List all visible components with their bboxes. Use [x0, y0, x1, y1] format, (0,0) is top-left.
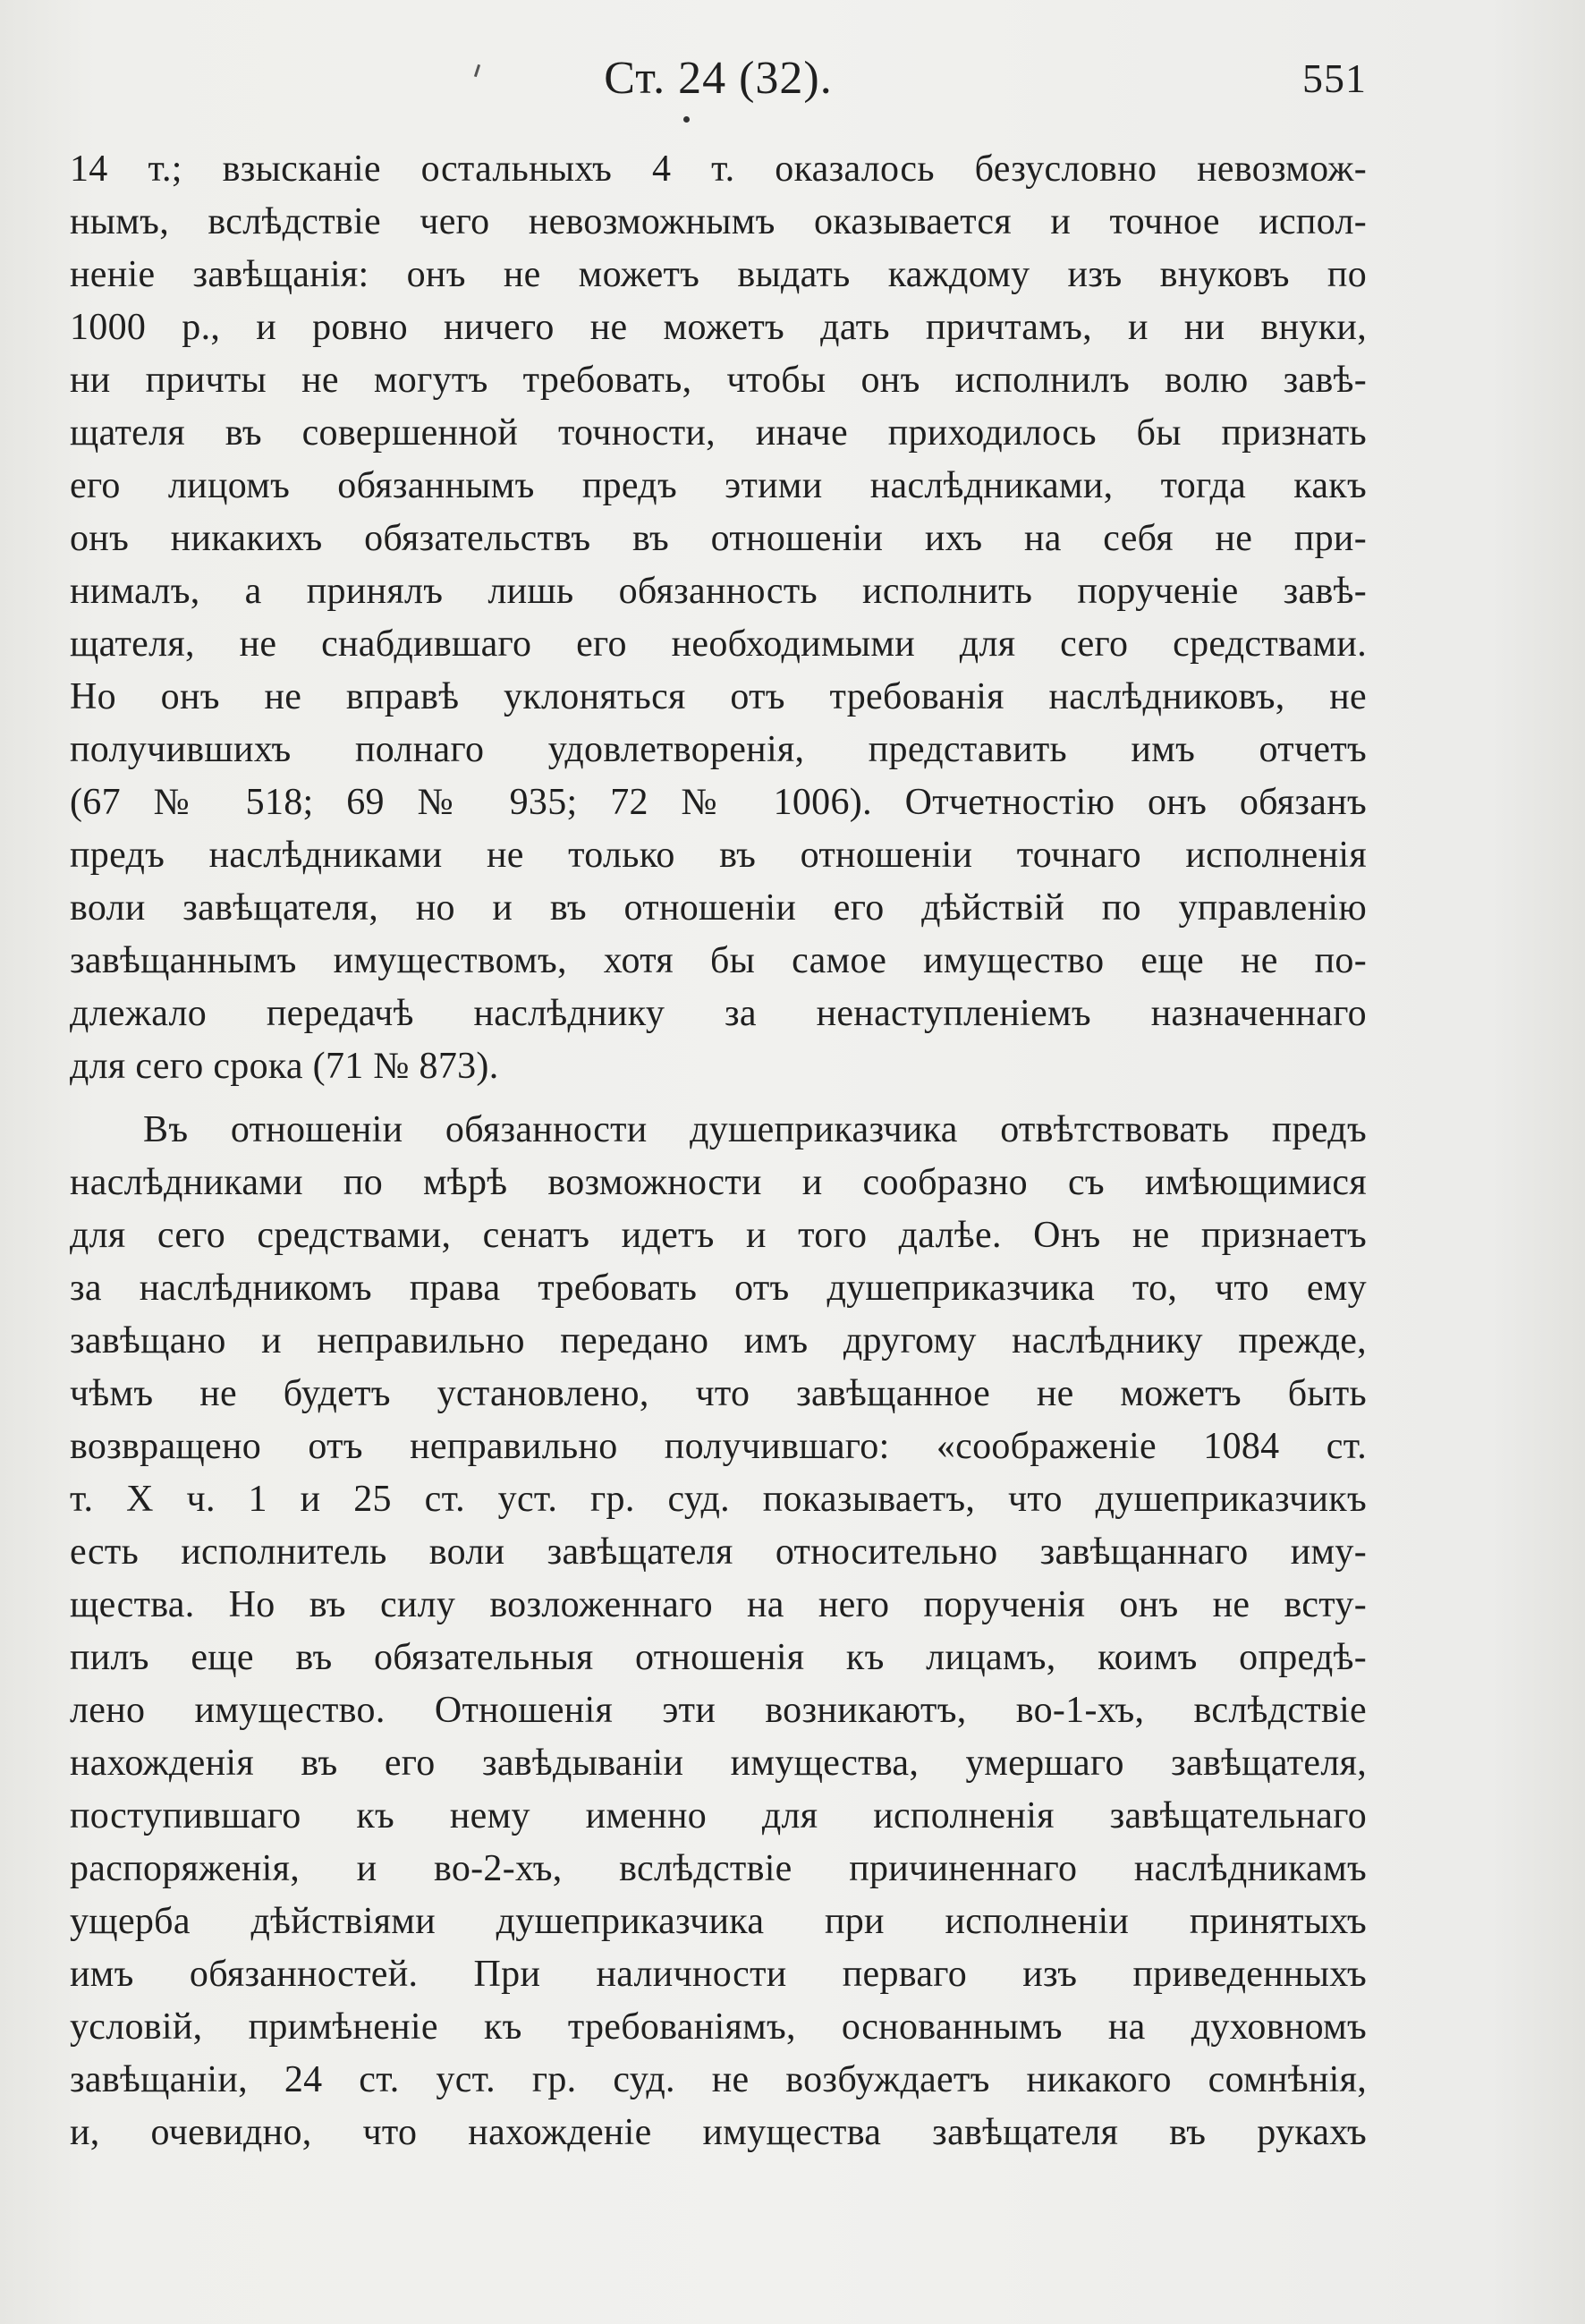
text-line: есть исполнитель воли завѣщателя относительно завѣщаннаго иму-: [70, 1531, 1367, 1573]
text-line: щателя, не снабдившаго его необходимыми для сего средствами.: [70, 623, 1367, 665]
text-line: получившихъ полнаго удовлетворенія, представить имъ отчетъ: [70, 729, 1367, 770]
text-line: т. X ч. 1 и 25 ст. уст. гр. суд. показываетъ, что душеприказчикъ: [70, 1479, 1367, 1520]
text-line: онъ никакихъ обязательствъ въ отношеніи ихъ на себя не при-: [70, 518, 1367, 559]
text-line: завѣщаніи, 24 ст. уст. гр. суд. не возбуждаетъ никакого сомнѣнія,: [70, 2059, 1367, 2100]
text-line: чѣмъ не будетъ установлено, что завѣщанное не можетъ быть: [70, 1373, 1367, 1414]
text-line: ни причты не могутъ требовать, чтобы онъ исполнилъ волю завѣ-: [70, 360, 1367, 401]
text-line: возвращено отъ неправильно получившаго: «соображеніе 1084 ст.: [70, 1426, 1367, 1467]
body-text: [70, 143, 1367, 2159]
text-line: предъ наслѣдниками не только въ отношеніи точнаго исполненія: [70, 835, 1367, 876]
text-line: щества. Но въ силу возложеннаго на него порученія онъ не всту-: [70, 1584, 1367, 1625]
print-dot: [683, 116, 690, 123]
text-line: завѣщано и неправильно передано имъ другому наслѣднику прежде,: [70, 1320, 1367, 1361]
text-line: нималъ, а принялъ лишь обязанность исполнить порученіе завѣ-: [70, 571, 1367, 612]
page-header: [70, 43, 1367, 115]
text-line: поступившаго къ нему именно для исполненія завѣщательнаго: [70, 1795, 1367, 1836]
text-line: щателя въ совершенной точности, иначе приходилось бы признать: [70, 412, 1367, 454]
text-line: 14 т.; взысканіе остальныхъ 4 т. оказалось безусловно невозмож-: [70, 148, 1367, 190]
text-line: условій, примѣненіе къ требованіямъ, основаннымъ на духовномъ: [70, 2006, 1367, 2048]
text-line: нымъ, вслѣдствіе чего невозможнымъ оказывается и точное испол-: [70, 201, 1367, 242]
running-head: Ст. 24 (32).: [604, 53, 833, 104]
text-line: наслѣдниками по мѣрѣ возможности и сообразно съ имѣющимися: [70, 1162, 1367, 1203]
text-line: Но онъ не вправѣ уклоняться отъ требованія наслѣдниковъ, не: [70, 676, 1367, 717]
page-number: 551: [1302, 55, 1367, 101]
text-line: (67 № 518; 69 № 935; 72 № 1006). Отчетностію онъ обязанъ: [70, 782, 1367, 823]
text-line: распоряженія, и во-2-хъ, вслѣдствіе причиненнаго наслѣдникамъ: [70, 1848, 1367, 1889]
text-line: для сего срока (71 № 873).: [70, 1046, 499, 1087]
paragraph: [70, 143, 1367, 1093]
text-line: завѣщаннымъ имуществомъ, хотя бы самое имущество еще не по-: [70, 940, 1367, 981]
text-line: воли завѣщателя, но и въ отношеніи его дѣйствій по управленію: [70, 887, 1367, 929]
text-line: лено имущество. Отношенія эти возникаютъ, во-1-хъ, вслѣдствіе: [70, 1690, 1367, 1731]
text-line: Въ отношеніи обязанности душеприказчика отвѣтствовать предъ: [143, 1109, 1367, 1150]
text-line: для сего средствами, сенатъ идетъ и того далѣе. Онъ не признаетъ: [70, 1215, 1367, 1256]
text-line: имъ обязанностей. При наличности перваго изъ приведенныхъ: [70, 1954, 1367, 1995]
text-line: ущерба дѣйствіями душеприказчика при исполненіи принятыхъ: [70, 1901, 1367, 1942]
text-line: 1000 р., и ровно ничего не можетъ дать причтамъ, и ни внуки,: [70, 307, 1367, 348]
text-line: нахожденія въ его завѣдываніи имущества, умершаго завѣщателя,: [70, 1743, 1367, 1784]
text-line: за наслѣдникомъ права требовать отъ душеприказчика то, что ему: [70, 1268, 1367, 1309]
text-line: его лицомъ обязаннымъ предъ этими наслѣдниками, тогда какъ: [70, 465, 1367, 506]
text-line: и, очевидно, что нахожденіе имущества завѣщателя въ рукахъ: [70, 2112, 1367, 2153]
text-line: длежало передачѣ наслѣднику за ненаступленіемъ назначеннаго: [70, 993, 1367, 1034]
text-line: неніе завѣщанія: онъ не можетъ выдать каждому изъ внуковъ по: [70, 254, 1367, 295]
paragraph-gap: [70, 1093, 1367, 1104]
paragraph: [70, 1104, 1367, 2159]
text-line: пилъ еще въ обязательныя отношенія къ лицамъ, коимъ опредѣ-: [70, 1637, 1367, 1678]
